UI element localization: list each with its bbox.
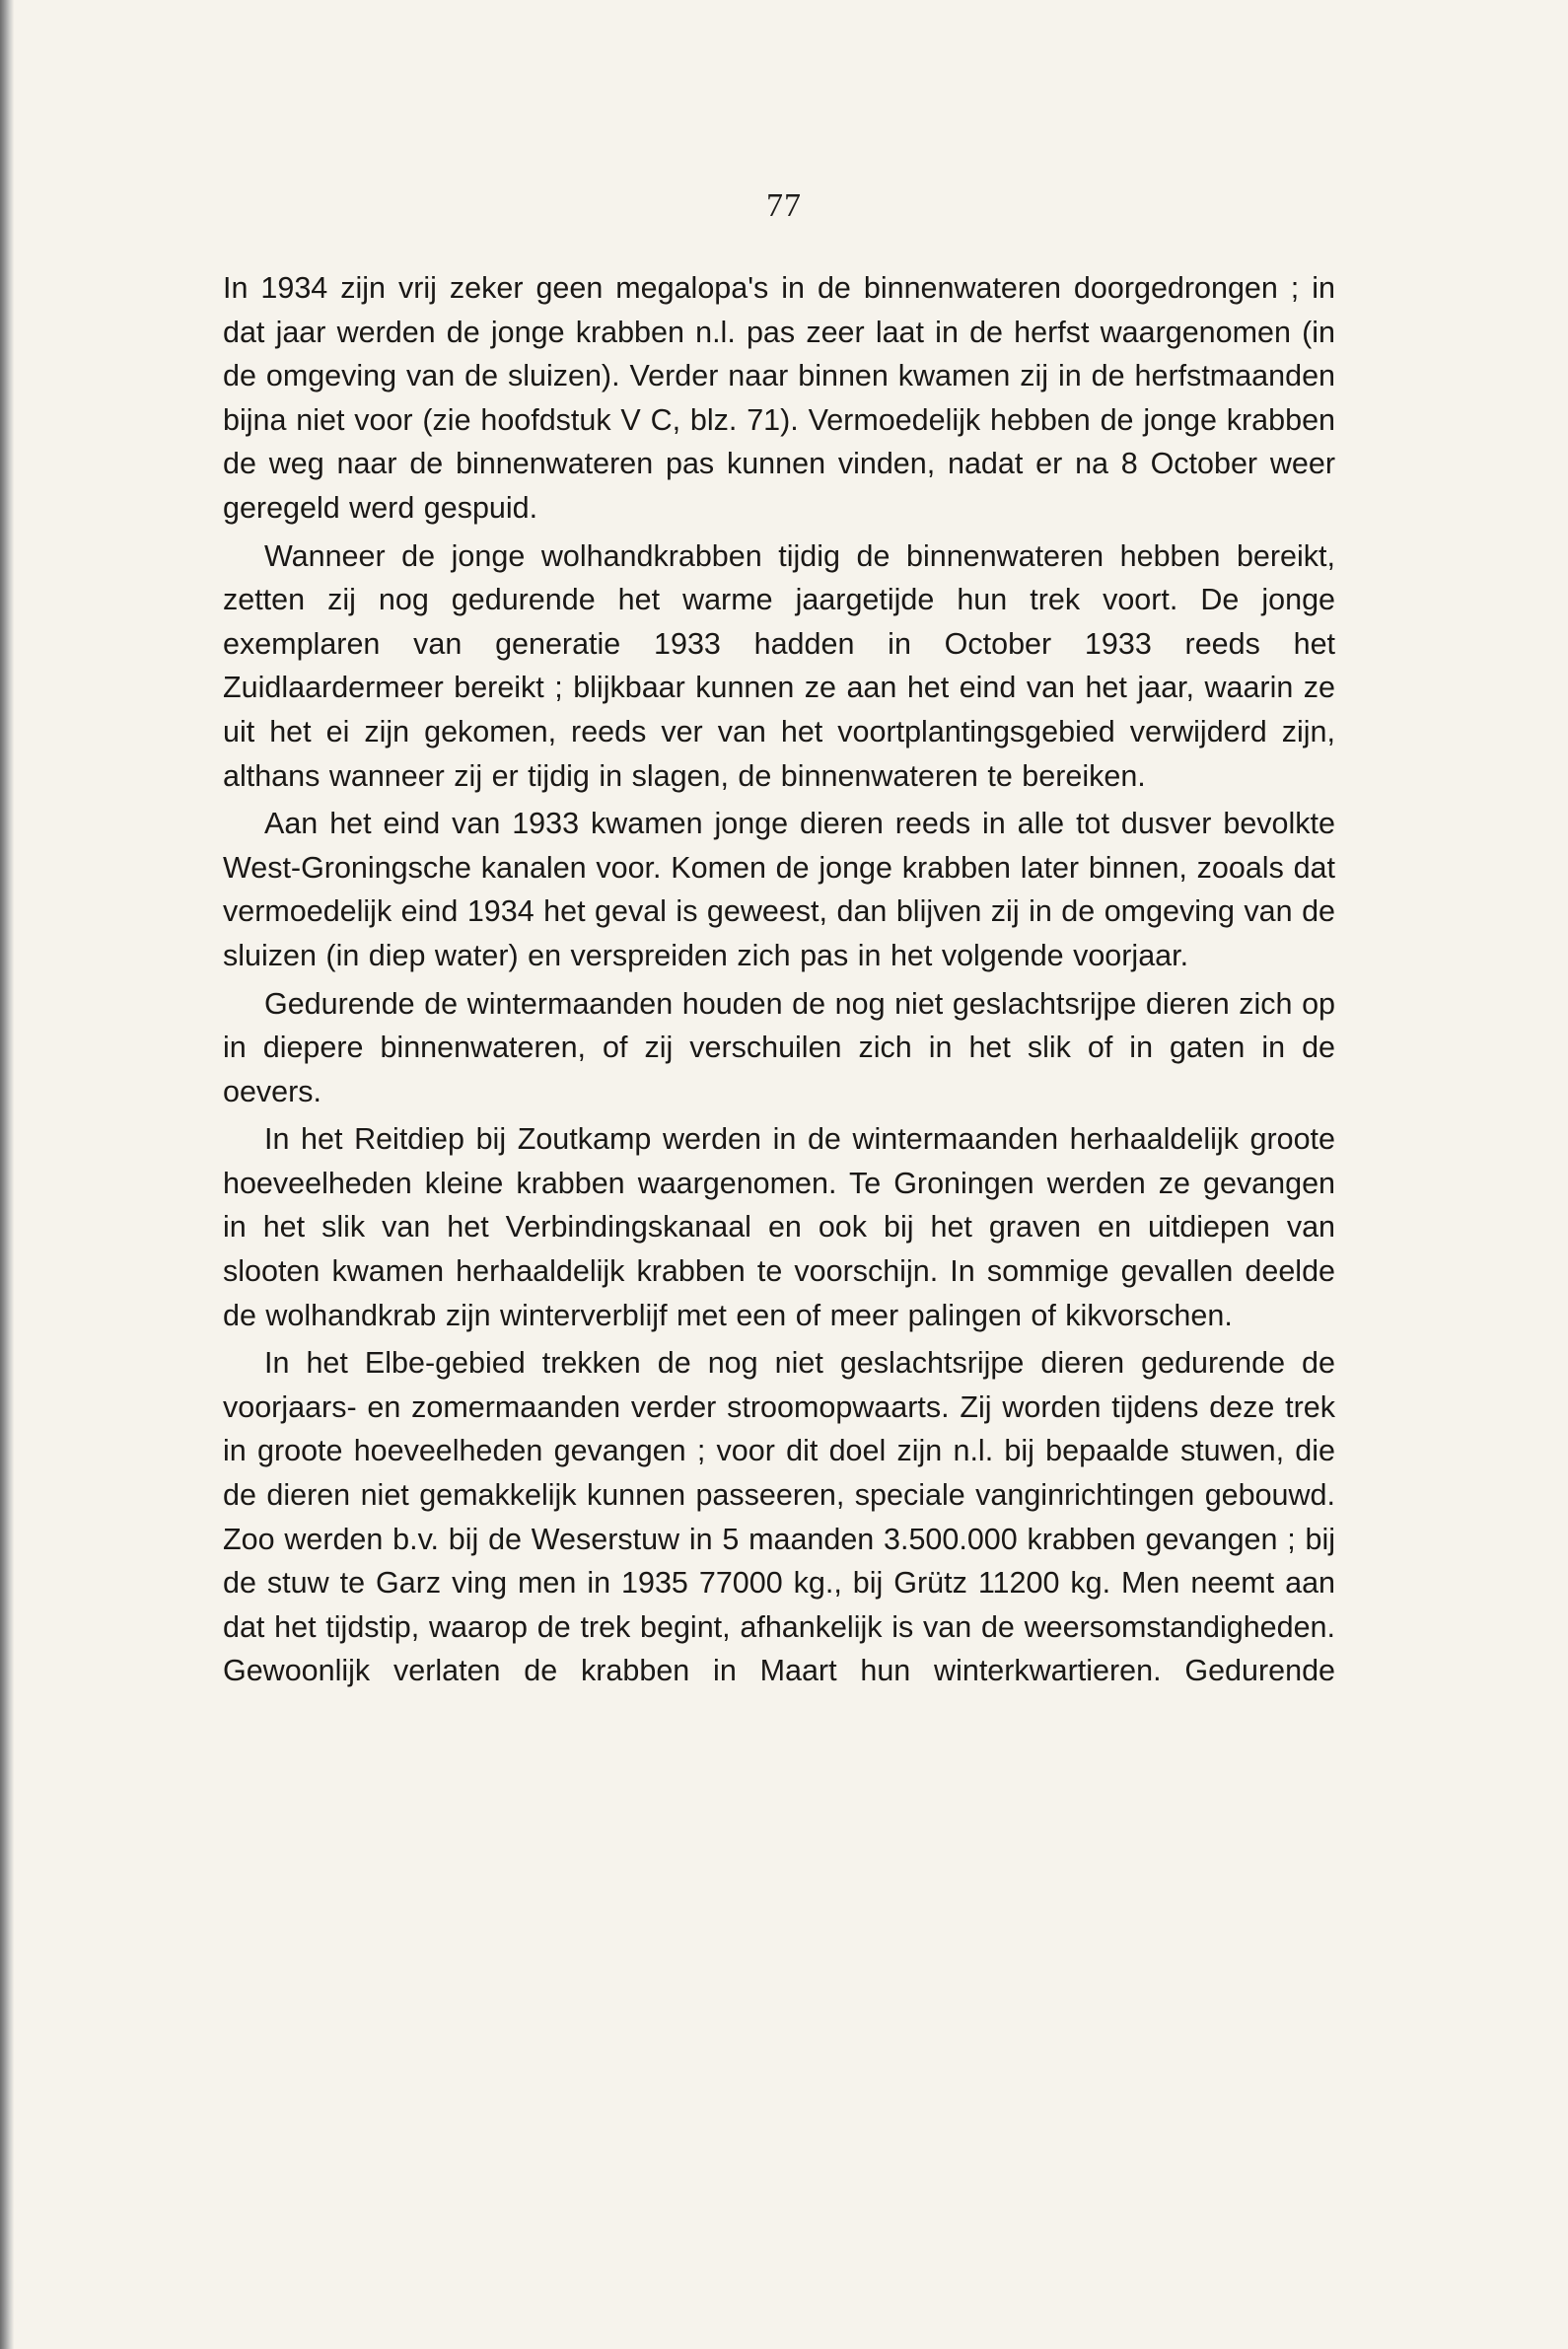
paragraph-4: Gedurende de wintermaanden houden de nog niet geslachtsrijpe dieren zich op in diepere binnenwateren, of zij verschuilen zich in het slik of in gaten in de oevers. bbox=[223, 986, 1335, 1108]
page-number: 77 bbox=[766, 187, 802, 224]
paragraph-2: Wanneer de jonge wolhandkrabben tijdig de binnenwateren hebben bereikt, zetten zij nog gedurende het warme jaargetijde hun trek voort. De jonge exemplaren van generatie 1933 hadden in October 1933 reeds het Zuidlaardermeer bereikt ; blijkbaar kunnen ze aan het eind van het jaar, waarin ze uit het ei zijn gekomen, reeds ver van het voortplantingsgebied verwijderd zijn, althans wanneer zij er tijdig in slagen, de binnenwateren te bereiken. bbox=[223, 538, 1335, 793]
paragraph-3: Aan het eind van 1933 kwamen jonge dieren reeds in alle tot dusver bevolkte West-Groningsche kanalen voor. Komen de jonge krabben later binnen, zooals dat vermoedelijk eind 1934 het geval is geweest, dan blijven zij in de omgeving van de sluizen (in diep water) en verspreiden zich pas in het volgende voorjaar. bbox=[223, 807, 1335, 972]
paragraph-5: In het Reitdiep bij Zoutkamp werden in de wintermaanden herhaaldelijk groote hoeveelheden kleine krabben waargenomen. Te Groningen werden ze gevangen in het slik van het Verbindingskanaal en ook bij het graven en uitdiepen van slooten kwamen herhaaldelijk krabben te voorschijn. In sommige gevallen deelde de wolhandkrab zijn winterverblijf met een of meer palingen of kikvorschen. bbox=[223, 1122, 1335, 1332]
paragraph-1: In 1934 zijn vrij zeker geen megalopa's in de binnenwateren doorgedrongen ; in dat jaar werden de jonge krabben n.l. pas zeer laat in de herfst waargenomen (in de omgeving van de sluizen). Verder naar binnen kwamen zij in de herfstmaanden bijna niet voor (zie hoofdstuk V C, blz. 71). Vermoedelijk hebben de jonge krabben de weg naar de binnenwateren pas kunnen vinden, nadat er na 8 October weer geregeld werd gespuid. bbox=[223, 271, 1335, 525]
body-text bbox=[223, 266, 1335, 1697]
page-binding-edge bbox=[0, 0, 14, 2349]
paragraph-6: In het Elbe-gebied trekken de nog niet geslachtsrijpe dieren gedurende de voorjaars- en zomermaanden verder stroomopwaarts. Zij worden tijdens deze trek in groote hoeveelheden gevangen ; voor dit doel zijn n.l. bij bepaalde stuwen, die de dieren niet gemakkelijk kunnen passeeren, speciale vanginrichtingen gebouwd. Zoo werden b.v. bij de Weserstuw in 5 maanden 3.500.000 krabben gevangen ; bij de stuw te Garz ving men in 1935 77000 kg., bij Grütz 11200 kg. Men neemt aan dat het tijdstip, waarop de trek begint, afhankelijk is van de weersomstandigheden. Gewoonlijk verlaten de krabben in Maart hun winterkwartieren. Gedurende bbox=[223, 1346, 1335, 1688]
